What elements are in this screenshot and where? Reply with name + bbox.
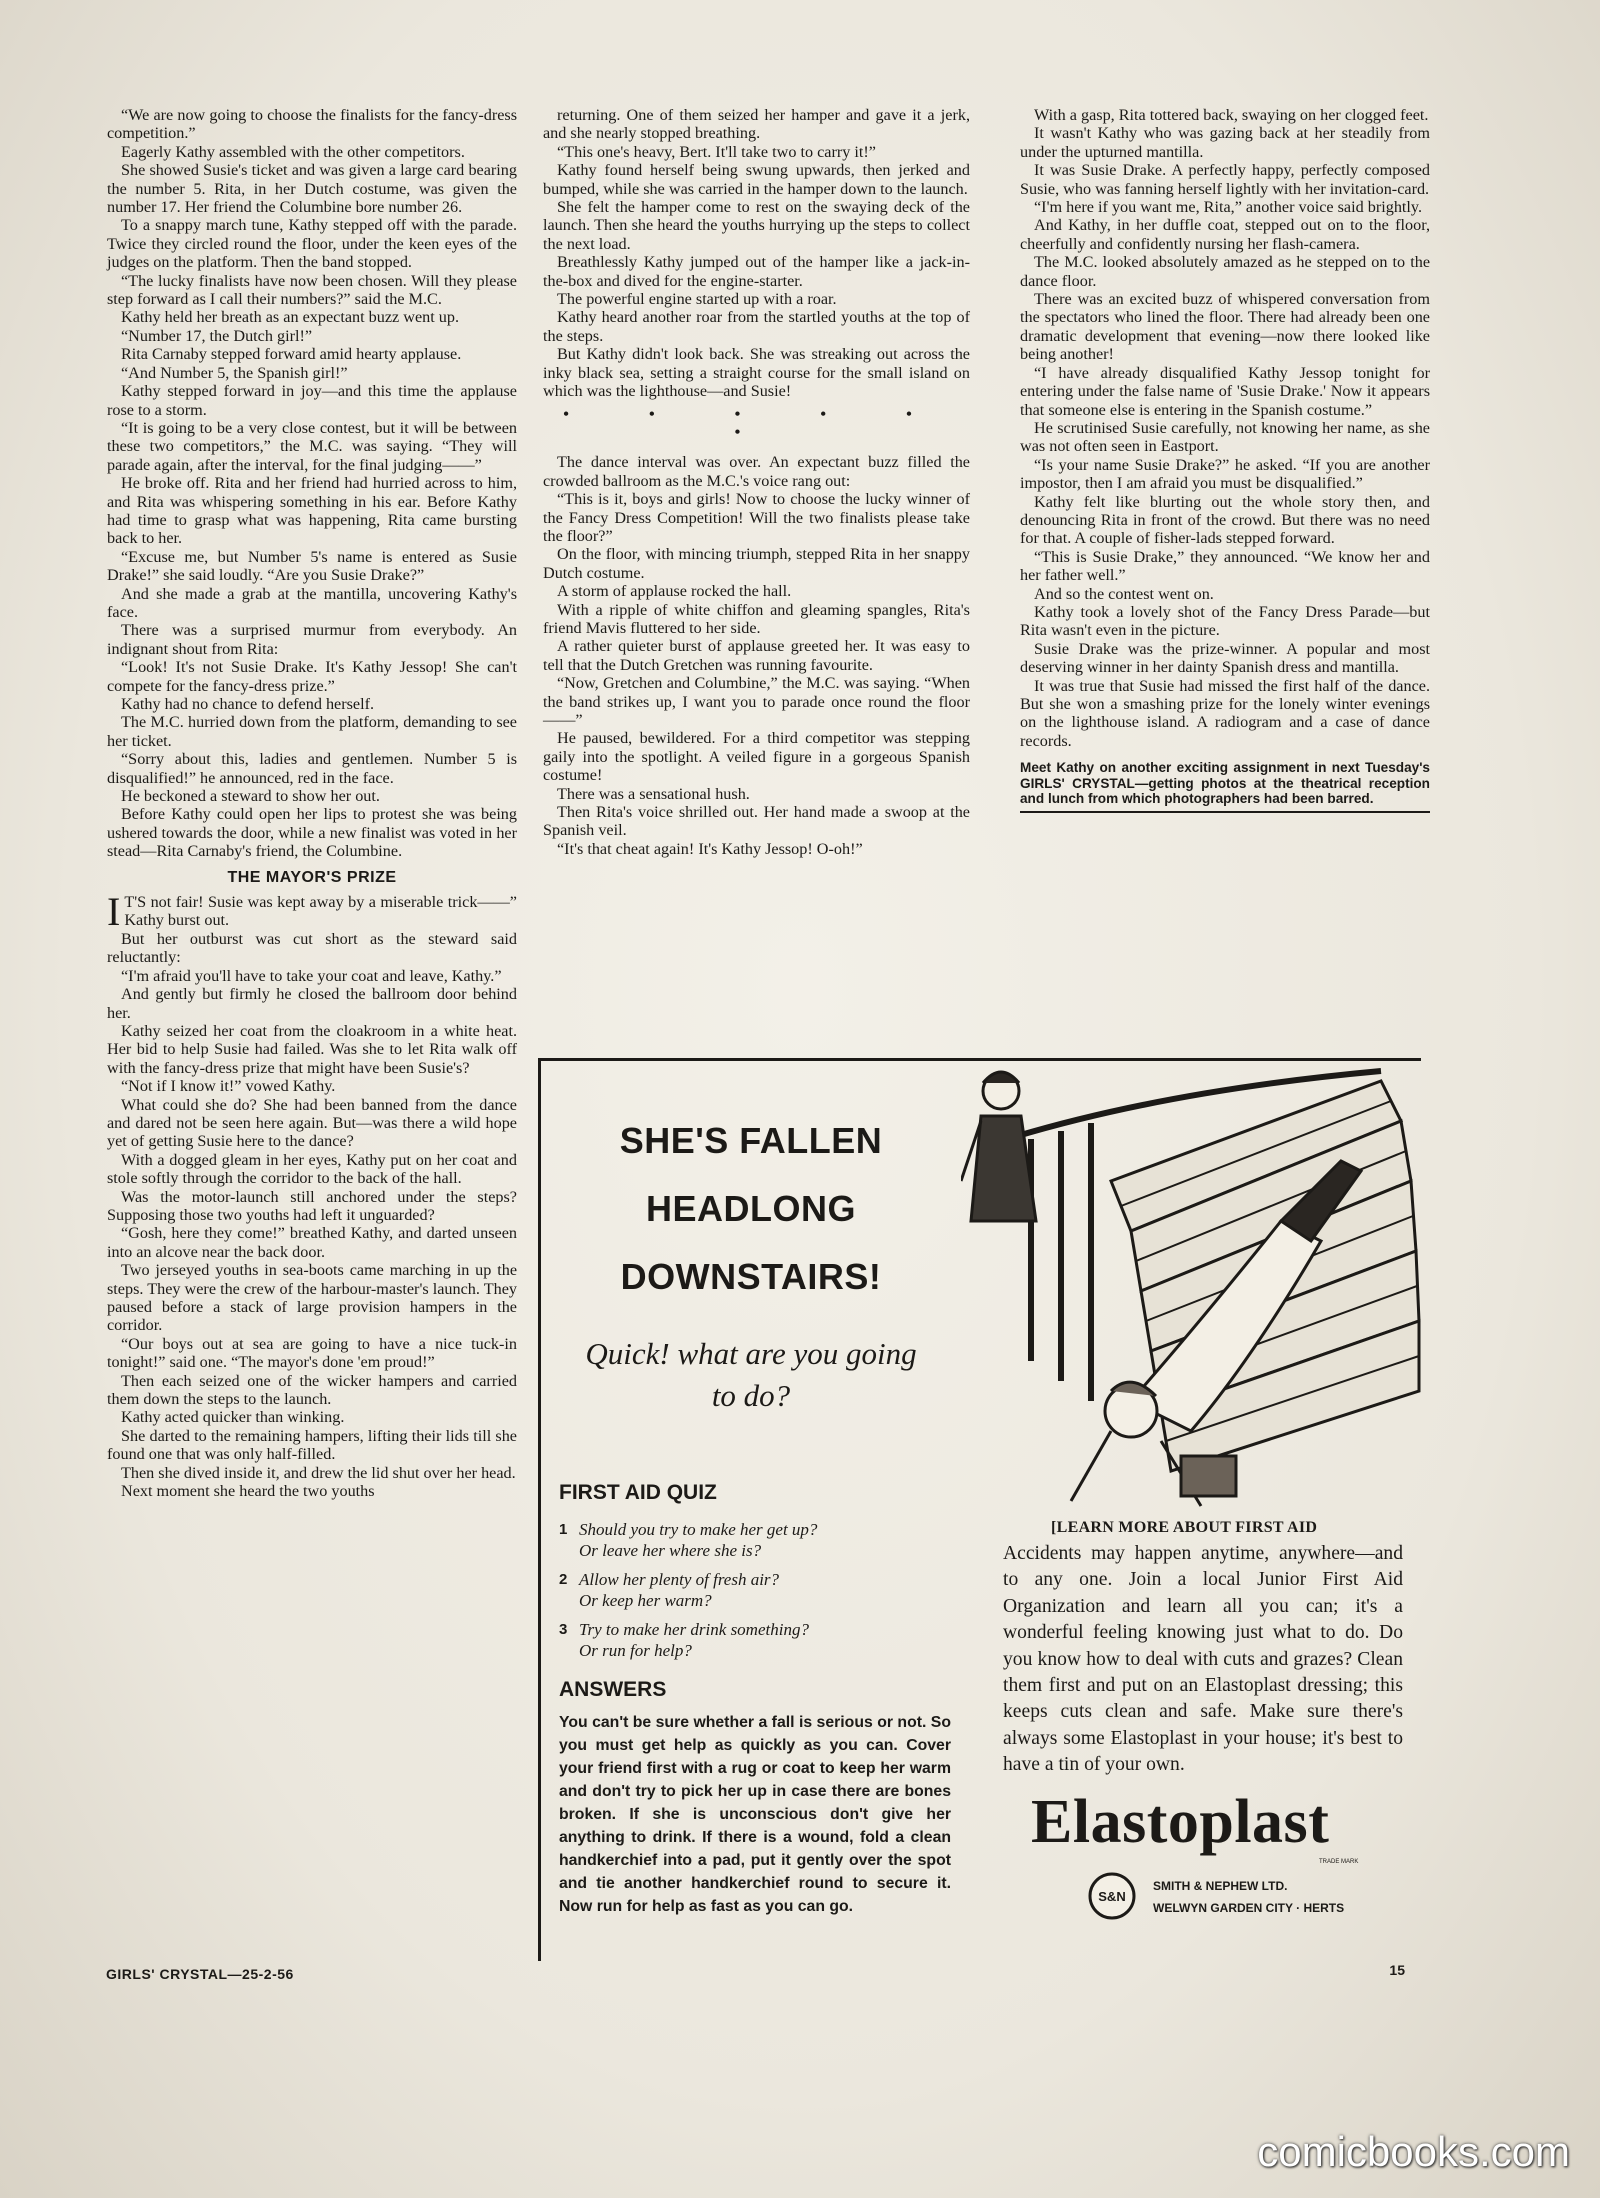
story-column-3 <box>1020 106 1430 813</box>
story-paragraph: And Kathy, in her duffle coat, stepped out on to the floor, cheerfully and confidently nursing her flash-camera. <box>1020 216 1430 253</box>
story-paragraph: Kathy had no chance to defend herself. <box>121 695 375 713</box>
col2-paragraphs <box>543 106 970 401</box>
quiz-question: Should you try to make her get up? Or leave her where she is? <box>579 1520 818 1560</box>
learn-more-heading: [LEARN MORE ABOUT FIRST AID <box>1051 1519 1318 1536</box>
story-paragraph: “It is going to be a very close contest, but it will be between these two competitors,” the M.C. was saying. “They will parade again, after the interval, for the final judging——” <box>107 418 517 474</box>
story-paragraph: “Not if I know it!” vowed Kathy. <box>121 1077 336 1096</box>
next-issue-promo: Meet Kathy on another exciting assignment in next Tuesday's GIRLS' CRYSTAL—getting photos at the theatrical reception and lunch from which photographers had been barred. <box>1020 760 1430 813</box>
quiz-number: 3 <box>559 1621 568 1638</box>
ad-subheadline: Quick! what are you going to do? <box>585 1336 917 1413</box>
story-paragraph: Kathy seized her coat from the cloakroom in a white heat. Her bid to help Susie had failed. Was she to let Rita walk off with the fancy-dress prize that might have been Susie's? <box>107 1021 517 1077</box>
story-paragraph: It was Susie Drake. A perfectly happy, perfectly composed Susie, who was fanning herself lightly with her invitation-card. <box>1020 161 1430 198</box>
story-paragraph: What could she do? She had been banned from the dance and dared not be seen here again. But—was there a wild hope yet of getting Susie here to the dance? <box>107 1095 517 1151</box>
issue-footer: GIRLS' CRYSTAL—25-2-56 <box>106 1966 294 1982</box>
story-paragraph: “This one's heavy, Bert. It'll take two to carry it!” <box>557 142 876 161</box>
story-paragraph: Kathy found herself being swung upwards, then jerked and bumped, while she was carried in the hamper down to the launch. <box>543 161 970 198</box>
story-paragraph: Then Rita's voice shrilled out. Her hand made a swoop at the Spanish veil. <box>543 803 970 840</box>
col1-after-paragraphs <box>107 889 517 1501</box>
quiz-number: 2 <box>559 1571 568 1588</box>
story-paragraph: She felt the hamper come to rest on the swaying deck of the launch. Then she heard the youths hurrying up the steps to collect the next load. <box>543 198 970 253</box>
answers-title: ANSWERS <box>559 1678 667 1701</box>
story-paragraph: He beckoned a steward to show her out. <box>121 787 380 806</box>
story-paragraph: It was true that Susie had missed the first half of the dance. But she won a smashing prize for the lonely winter evenings on the lighthouse island. A radiogram and a case of dance records. <box>1020 676 1430 750</box>
story-paragraph: Was the motor-launch still anchored under the steps? Supposing those two youths had left it unguarded? <box>107 1187 517 1224</box>
story-paragraph: Kathy felt like blurting out the whole story then, and denouncing Rita in front of the crowd. But there was no need for that. A couple of fisher-lads stepped forward. <box>1020 492 1430 548</box>
story-paragraph: She showed Susie's ticket and was given a large card bearing the number 5. Rita, in her Dutch costume, was given the number 17. Her friend the Columbine bore number 26. <box>107 161 517 217</box>
quiz-question: Try to make her drink something? Or run for help? <box>579 1620 809 1660</box>
story-paragraph: Rita Carnaby stepped forward amid hearty applause. <box>121 345 462 364</box>
story-paragraph: She darted to the remaining hampers, lifting their lids till she found one that was only half-filled. <box>107 1426 517 1464</box>
story-paragraph: It wasn't Kathy who was gazing back at her steadily from under the upturned mantilla. <box>1020 124 1430 161</box>
story-column-1 <box>107 106 517 1500</box>
story-paragraph: “We are now going to choose the finalists for the fancy-dress competition.” <box>107 106 517 143</box>
story-paragraph: Kathy heard another roar from the startled youths at the top of the steps. <box>543 308 970 345</box>
story-paragraph: On the floor, with mincing triumph, stepped Rita in her snappy Dutch costume. <box>543 545 970 582</box>
story-paragraph: A rather quieter burst of applause greeted her. It was easy to tell that the Dutch Gretchen was running favourite. <box>543 637 970 674</box>
story-paragraph: “Excuse me, but Number 5's name is entered as Susie Drake!” she said loudly. “Are you Susie Drake?” <box>107 547 517 585</box>
page-number: 15 <box>1389 1962 1405 1978</box>
story-paragraph: Susie Drake was the prize-winner. A popular and most deserving winner in her dainty Spanish dress and mantilla. <box>1020 639 1430 677</box>
story-paragraph: Before Kathy could open her lips to protest she was being ushered towards the door, while a new finalist was voted in her stead—Rita Carnaby's friend, the Columbine. <box>107 805 517 861</box>
story-paragraph: Kathy stepped forward in joy—and this time the applause rose to a storm. <box>107 382 517 419</box>
story-paragraph: “I'm afraid you'll have to take your coat and leave, Kathy.” <box>121 966 502 985</box>
story-paragraph: But her outburst was cut short as the steward said reluctantly: <box>107 929 517 967</box>
story-column-2 <box>543 106 970 858</box>
story-paragraph: And gently but firmly he closed the ballroom door behind her. <box>107 985 517 1022</box>
col1-after <box>107 889 517 1501</box>
story-paragraph: “The lucky finalists have now been chosen. Will they please step forward as I call their numbers?” said the M.C. <box>107 271 517 309</box>
brand-logo-wordmark: Elastoplast <box>1031 1788 1330 1856</box>
story-paragraph: Kathy took a lovely shot of the Fancy Dress Parade—but Rita wasn't even in the picture. <box>1020 602 1430 640</box>
quiz-question: Allow her plenty of fresh air? Or keep her warm? <box>579 1570 780 1610</box>
answers-text: You can't be sure whether a fall is serious or not. So you must get help as quickly as you can. Cover your friend first with a rug or coat to keep her warm and don't try to pick her up in case there are bones broken. If she is unconscious don't give her anything to drink. If there is a wound, fold a clean handkerchief into a pad, put it gently over the spot and tie another handkerchief round to secure it. Now run for help as fast as you can go. <box>559 1714 951 1915</box>
story-paragraph: To a snappy march tune, Kathy stepped off with the parade. Twice they circled round the floor, under the keen eyes of the judges on the platform. Then the band stopped. <box>107 216 517 272</box>
col2-after-paragraphs <box>543 453 970 858</box>
company-address: WELWYN GARDEN CITY · HERTS <box>1153 1901 1345 1915</box>
story-paragraph: Eagerly Kathy assembled with the other competitors. <box>121 142 465 161</box>
story-paragraph: T'S not fair! Susie was kept away by a miserable trick——” Kathy burst out. <box>124 893 517 930</box>
story-paragraph: Kathy held her breath as an expectant buzz went up. <box>121 308 460 327</box>
watermark: comicbooks.com <box>1257 2128 1570 2175</box>
story-paragraph: “Gosh, here they come!” breathed Kathy, and darted unseen into an alcove near the back door. <box>107 1224 517 1261</box>
story-paragraph: returning. One of them seized her hamper and gave it a jerk, and she nearly stopped breathing. <box>543 106 970 143</box>
quiz-title: FIRST AID QUIZ <box>559 1481 717 1504</box>
falling-girl-stairs-illustration <box>961 1061 1421 1521</box>
col3-paragraphs <box>1020 106 1430 750</box>
quiz-item <box>559 1619 959 1661</box>
story-paragraph: “Look! It's not Susie Drake. It's Kathy Jessop! She can't compete for the fancy-dress prize.” <box>107 658 517 695</box>
story-paragraph: There was a sensational hush. <box>557 784 750 803</box>
quiz-item <box>559 1519 959 1561</box>
learn-more-text: Accidents may happen anytime, anywhere—and to any one. Join a local Junior First Aid Organization and learn all you can; it's a wonderful feeling knowing just what to do. Do you know how to deal with cuts and grazes? Clean them first and put on an Elastoplast dressing; this keeps cuts clean and safe. Make sure there's always some Elastoplast in your house; it's best to have a tin of your own. <box>1003 1543 1403 1776</box>
story-paragraph: “And Number 5, the Spanish girl!” <box>121 363 348 382</box>
story-paragraph: Kathy acted quicker than winking. <box>121 1408 345 1427</box>
section-heading: THE MAYOR'S PRIZE <box>227 868 397 886</box>
ad-headline: SHE'S FALLEN HEADLONG DOWNSTAIRS! <box>619 1120 883 1297</box>
story-paragraph: And she made a grab at the mantilla, uncovering Kathy's face. <box>107 584 517 621</box>
story-paragraph: “It's that cheat again! It's Kathy Jessop! O-oh!” <box>557 839 863 858</box>
story-paragraph: But Kathy didn't look back. She was streaking out across the inky black sea, setting a straight course for the small island on which was the lighthouse—and Susie! <box>543 345 970 401</box>
quiz-item <box>559 1569 959 1611</box>
story-paragraph: “Number 17, the Dutch girl!” <box>121 326 313 345</box>
story-paragraph: “This is it, boys and girls! Now to choose the lucky winner of the Fancy Dress Competition! Will the two finalists please take the floor?” <box>543 490 970 545</box>
story-paragraph: “Our boys out at sea are going to have a nice tuck-in tonight!” said one. “The mayor's done 'em proud!” <box>107 1334 517 1372</box>
story-paragraph: He scrutinised Susie carefully, not knowing her name, as she was not often seen in Eastport. <box>1020 418 1430 456</box>
quiz-number: 1 <box>559 1521 568 1538</box>
story-paragraph: “Is your name Susie Drake?” he asked. “If you are another impostor, then I am afraid you must be disqualified.” <box>1020 455 1430 493</box>
story-paragraph: Then she dived inside it, and drew the lid shut over her head. <box>121 1463 516 1482</box>
story-paragraph: Then each seized one of the wicker hampers and carried them down the steps to the launch. <box>107 1371 517 1409</box>
story-paragraph: With a dogged gleam in her eyes, Kathy put on her coat and stole softly through the corridor to the back of the hall. <box>107 1150 517 1188</box>
story-paragraph: “I'm here if you want me, Rita,” another voice said brightly. <box>1034 198 1422 217</box>
story-paragraph: The M.C. looked absolutely amazed as he stepped on to the dance floor. <box>1020 253 1430 290</box>
story-paragraph: The powerful engine started up with a roar. <box>557 290 837 309</box>
story-paragraph: “Now, Gretchen and Columbine,” the M.C. was saying. “When the band strikes up, I want you to parade once round the floor——” <box>543 674 970 729</box>
story-paragraph: He broke off. Rita and her friend had hurried across to him, and Rita was whispering something in his ear. Before Kathy had time to grasp what was happening, Rita came bursting back to her. <box>107 474 517 548</box>
story-paragraph: Next moment she heard the two youths <box>121 1482 375 1501</box>
col1-paragraphs <box>107 106 517 861</box>
smith-nephew-logo-icon <box>1087 1871 1137 1921</box>
logo-text: S&N <box>1098 1889 1126 1904</box>
quiz-list <box>559 1519 959 1669</box>
story-paragraph: “This is Susie Drake,” they announced. “We know her and her father well.” <box>1020 547 1430 585</box>
story-paragraph: Breathlessly Kathy jumped out of the hamper like a jack-in-the-box and dived for the engine-starter. <box>543 253 970 290</box>
story-paragraph: “I have already disqualified Kathy Jessop tonight for entering under the false name of 'Susie Drake.' Now it appears that someone else is entering in the Spanish costume.” <box>1020 363 1430 419</box>
story-paragraph: With a gasp, Rita tottered back, swaying on her clogged feet. <box>1034 106 1429 124</box>
drop-cap: I <box>107 889 121 935</box>
story-paragraph: And so the contest went on. <box>1034 584 1214 603</box>
story-paragraph: Two jerseyed youths in sea-boots came marching in up the steps. They were the crew of the harbour-master's launch. They paused before a stack of large provision hampers in the corridor. <box>107 1261 517 1335</box>
story-paragraph: He paused, bewildered. For a third competitor was stepping gaily into the spotlight. A veiled figure in a gorgeous Spanish costume! <box>543 729 970 785</box>
story-paragraph: The dance interval was over. An expectant buzz filled the crowded ballroom as the M.C.'s voice rang out: <box>543 453 970 490</box>
story-paragraph: With a ripple of white chiffon and gleaming spangles, Rita's friend Mavis fluttered to her side. <box>543 600 970 637</box>
section-break-dots: • • • • • • <box>563 404 950 441</box>
company-name: SMITH & NEPHEW LTD. <box>1153 1879 1288 1893</box>
story-paragraph: There was an excited buzz of whispered conversation from the spectators who lined the floor. There had already been one dramatic development that evening—now there looked like being another! <box>1020 290 1430 364</box>
first-aid-advertisement <box>538 1058 1421 1961</box>
story-paragraph: There was a surprised murmur from everybody. An indignant shout from Rita: <box>107 621 517 658</box>
story-paragraph: “Sorry about this, ladies and gentlemen. Number 5 is disqualified!” he announced, red in the face. <box>107 750 517 787</box>
trademark-note: TRADE MARK <box>1319 1859 1359 1865</box>
story-paragraph: The M.C. hurried down from the platform, demanding to see her ticket. <box>107 713 517 750</box>
story-paragraph: A storm of applause rocked the hall. <box>557 582 792 601</box>
